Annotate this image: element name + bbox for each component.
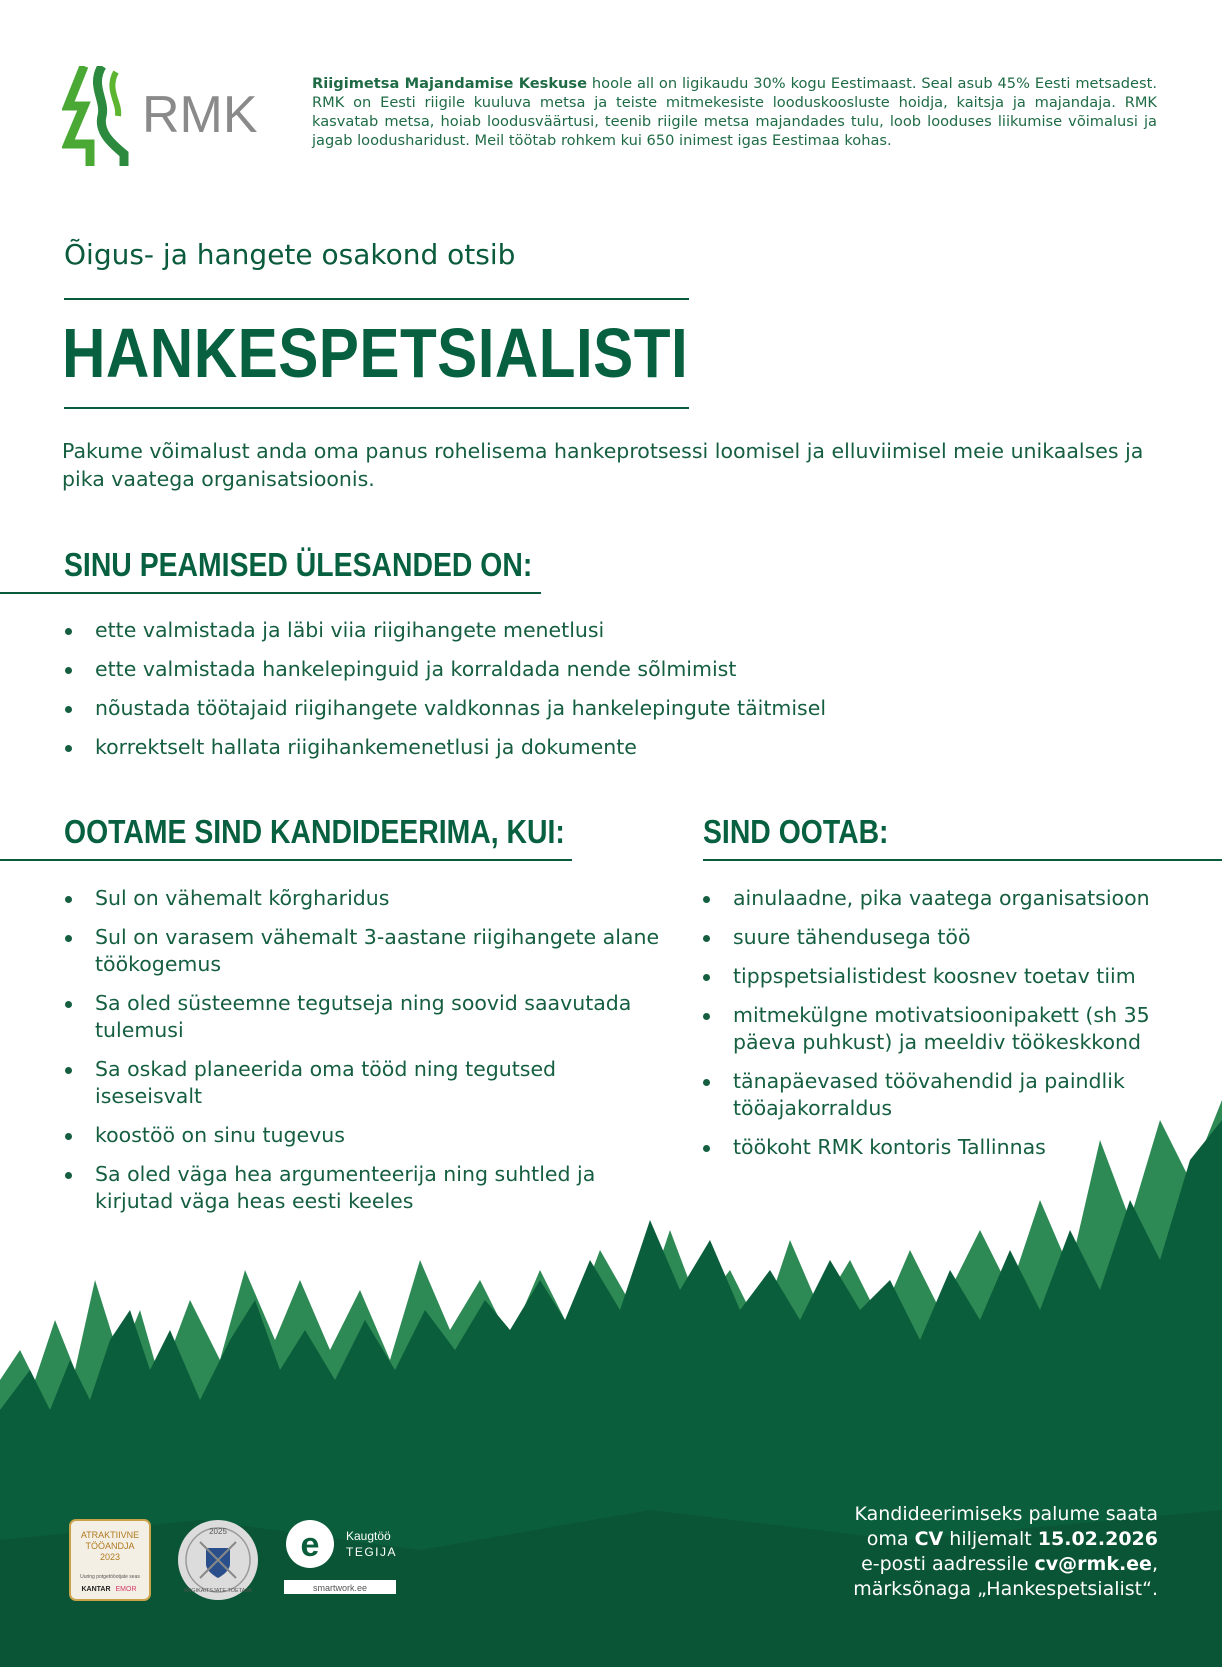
title-rule-top bbox=[64, 298, 689, 300]
apply-line-2: oma CV hiljemalt 15.02.2026 bbox=[866, 1528, 1158, 1550]
task-item: nõustada töötajaid riigihangete valdkonnas ja hankelepingute täitmisel bbox=[62, 695, 1062, 722]
svg-text:TEGIJA: TEGIJA bbox=[346, 1545, 398, 1559]
requirement-item: Sa oled väga hea argumenteerija ning suhtled ja kirjutad väga heas eesti keeles bbox=[62, 1161, 662, 1215]
intro-rest: hoole all on ligikaudu 30% kogu Eestimaast. Seal asub 45% Eesti metsadest. RMK on Eesti riigile kuuluva metsa ja teiste mitmekesiste looduskoosluste hoidja, kaitsja ja majandaja. RMK kasvatab metsa, hoiab loodusväärtusi, teenib riigile metsa majandades tulu, loob looduses liikumise võimalusi ja jagab loodusharidust. Meil töötab rohkem kui 650 inimest igas Eestimaa kohas. bbox=[312, 75, 1157, 149]
department-subtitle: Õigus- ja hangete osakond otsib bbox=[64, 238, 516, 271]
svg-text:Kaugtöö: Kaugtöö bbox=[346, 1529, 391, 1543]
intro-text bbox=[312, 74, 1157, 150]
offer-heading: SIND OOTAB: bbox=[703, 813, 889, 850]
task-item: ette valmistada ja läbi viia riigihangete menetlusi bbox=[62, 617, 1062, 644]
requirements-heading: OOTAME SIND KANDIDEERIMA, KUI: bbox=[64, 813, 565, 850]
offer-item: suure tähendusega töö bbox=[700, 924, 1175, 951]
requirement-item: Sa oled süsteemne tegutseja ning soovid saavutada tulemusi bbox=[62, 990, 662, 1044]
requirement-item: Sul on varasem vähemalt 3-aastane riigihangete alane töökogemus bbox=[62, 924, 662, 978]
intro-bold: Riigimetsa Majandamise Keskuse bbox=[312, 75, 588, 92]
tasks-heading: SINU PEAMISED ÜLESANDED ON: bbox=[64, 546, 533, 583]
svg-text:TÖÖANDJA: TÖÖANDJA bbox=[85, 1541, 135, 1551]
logo-text: RMK bbox=[142, 86, 258, 144]
svg-text:e: e bbox=[300, 1526, 320, 1564]
svg-text:EMOR: EMOR bbox=[115, 1586, 137, 1593]
task-item: korrektselt hallata riigihankemenetlusi ja dokumente bbox=[62, 734, 1062, 761]
requirement-item: Sa oskad planeerida oma tööd ning tegutsed iseseisvalt bbox=[62, 1056, 662, 1110]
job-title: HANKESPETSIALISTI bbox=[62, 314, 689, 392]
task-item: ette valmistada hankelepinguid ja korraldada nende sõlmimist bbox=[62, 656, 1062, 683]
svg-text:2025: 2025 bbox=[209, 1527, 227, 1536]
lead-paragraph: Pakume võimalust anda oma panus rohelisema hankeprotsessi loomisel ja elluviimisel meie unikaalses ja pika vaatega organisatsioonis. bbox=[62, 439, 1144, 491]
svg-text:2023: 2023 bbox=[99, 1552, 121, 1562]
tasks-rule bbox=[0, 592, 541, 594]
apply-line-1: Kandideerimiseks palume saata bbox=[854, 1503, 1158, 1525]
requirement-item: koostöö on sinu tugevus bbox=[62, 1122, 662, 1149]
apply-line-3: e-posti aadressile cv@rmk.ee, bbox=[861, 1553, 1158, 1575]
offer-item: mitmekülgne motivatsioonipakett (sh 35 päeva puhkust) ja meeldiv töökeskkond bbox=[700, 1002, 1175, 1056]
svg-text:RIIGIKAITSJATE TOETAJA: RIIGIKAITSJATE TOETAJA bbox=[184, 1588, 252, 1594]
offer-rule bbox=[703, 859, 1222, 861]
rmk-logo bbox=[62, 66, 276, 166]
requirements-rule bbox=[0, 859, 572, 861]
title-rule-bottom bbox=[64, 407, 689, 409]
svg-text:Uuring potgetööotjate seas: Uuring potgetööotjate seas bbox=[80, 1574, 140, 1580]
apply-line-4: märksõnaga „Hankespetsialist“. bbox=[853, 1578, 1158, 1600]
defenders-seal-badge bbox=[176, 1518, 260, 1602]
offer-item: ainulaadne, pika vaatega organisatsioon bbox=[700, 885, 1175, 912]
offer-item: tänapäevased töövahendid ja paindlik tööajakorraldus bbox=[700, 1068, 1175, 1122]
requirement-item: Sul on vähemalt kõrgharidus bbox=[62, 885, 662, 912]
svg-text:ATRAKTIIVNE: ATRAKTIIVNE bbox=[80, 1530, 140, 1540]
svg-text:KANTAR: KANTAR bbox=[81, 1586, 111, 1593]
remote-work-badge bbox=[280, 1514, 400, 1600]
apply-email-link[interactable]: cv@rmk.ee bbox=[1034, 1553, 1152, 1575]
application-instructions bbox=[758, 1502, 1158, 1602]
offer-item: tippspetsialistidest koosnev toetav tiim bbox=[700, 963, 1175, 990]
tasks-list bbox=[62, 617, 1062, 773]
svg-text:smartwork.ee: smartwork.ee bbox=[312, 1583, 368, 1593]
attractive-employer-badge bbox=[68, 1518, 152, 1602]
offer-item: töökoht RMK kontoris Tallinnas bbox=[700, 1134, 1175, 1161]
